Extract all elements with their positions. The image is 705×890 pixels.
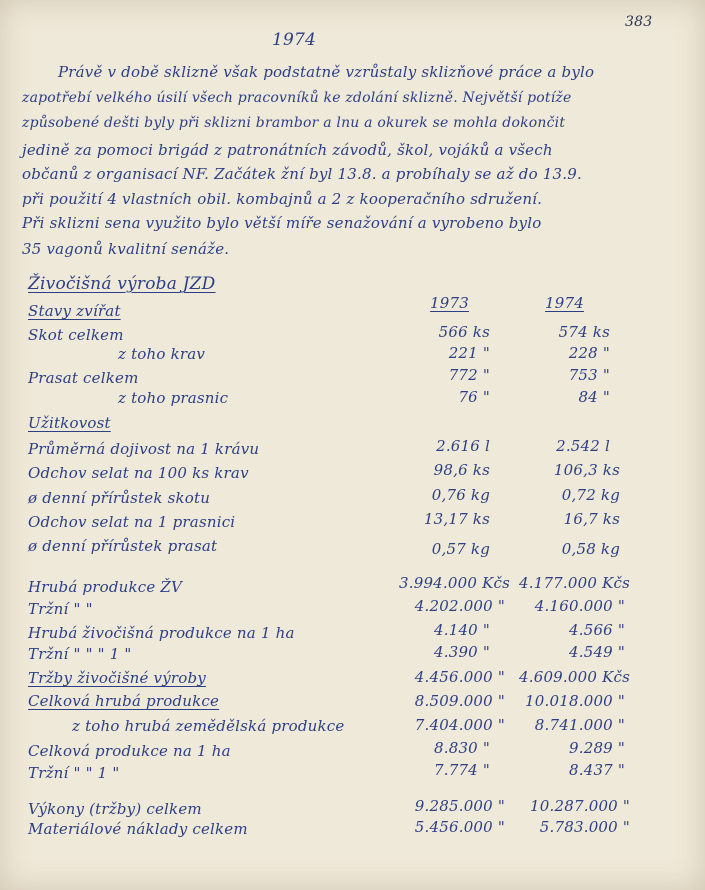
row-label: Tržní " " [28, 600, 93, 618]
value-1973: 7.404.000 " [414, 716, 505, 734]
value-1974: 9.289 " [568, 739, 625, 757]
row-label: Výkony (tržby) celkem [28, 800, 202, 818]
value-1973: 8.509.000 " [414, 692, 505, 710]
value-1974: 8.741.000 " [534, 716, 625, 734]
value-1973: 4.456.000 " [414, 668, 505, 686]
value-1974: 4.549 " [568, 643, 625, 661]
value-1973: 566 ks [438, 323, 490, 341]
subheading-uzitkovost: Užitkovost [28, 414, 111, 432]
paragraph-line: zapotřebí velkého úsilí všech pracovníků ke zdolání sklizně. Největší potíže [22, 90, 572, 106]
paragraph-line: Při sklizni sena využito bylo větší míře senažování a vyrobeno bylo [22, 214, 542, 232]
row-label: Průměrná dojivost na 1 krávu [28, 440, 260, 458]
value-1974: 753 " [568, 366, 610, 384]
row-label: Hrubá živočišná produkce na 1 ha [28, 624, 295, 642]
value-1974: 4.177.000 Kčs [518, 574, 630, 592]
value-1973: 0,76 kg [431, 486, 490, 504]
row-label: Skot celkem [28, 326, 124, 344]
value-1973: 4.140 " [433, 621, 490, 639]
value-1974: 228 " [568, 344, 610, 362]
row-label: ø denní přírůstek prasat [28, 537, 218, 555]
row-label: Odchov selat na 100 ks krav [28, 464, 249, 482]
value-1973: 9.285.000 " [414, 797, 505, 815]
value-1973: 221 " [448, 344, 490, 362]
paragraph-line: jedině za pomoci brigád z patronátních závodů, škol, vojáků a všech [22, 141, 553, 159]
row-label: Tržby živočišné výroby [28, 669, 206, 687]
row-label: ø denní přírůstek skotu [28, 489, 211, 507]
column-header-1974: 1974 [545, 294, 584, 312]
value-1973: 4.390 " [433, 643, 490, 661]
value-1974: 16,7 ks [563, 510, 620, 528]
year-title: 1974 [272, 30, 317, 50]
row-label: Celková produkce na 1 ha [28, 742, 231, 760]
value-1973: 4.202.000 " [414, 597, 505, 615]
value-1973: 2.616 l [436, 437, 490, 455]
row-label: Prasat celkem [28, 369, 139, 387]
section-heading: Živočišná výroba JZD [28, 274, 216, 294]
value-1974: 4.609.000 Kčs [518, 668, 630, 686]
value-1973: 98,6 ks [433, 461, 490, 479]
row-label: Odchov selat na 1 prasnici [28, 513, 236, 531]
row-label: z toho prasnic [118, 389, 229, 407]
value-1973: 0,57 kg [431, 540, 490, 558]
value-1974: 0,58 kg [561, 540, 620, 558]
value-1973: 76 " [458, 388, 490, 406]
value-1974: 4.160.000 " [534, 597, 625, 615]
value-1974: 5.783.000 " [539, 818, 630, 836]
page-number: 383 [625, 14, 653, 30]
subheading-stavy: Stavy zvířat [28, 302, 121, 320]
value-1974: 10.018.000 " [525, 692, 625, 710]
row-label: Hrubá produkce ŽV [28, 578, 183, 596]
value-1974: 0,72 kg [561, 486, 620, 504]
row-label: Tržní " " " 1 " [28, 645, 132, 663]
row-label: Materiálové náklady celkem [28, 820, 248, 838]
paragraph-line: 35 vagonů kvalitní senáže. [22, 240, 230, 258]
value-1973: 3.994.000 Kčs [398, 574, 510, 592]
paragraph-line: občanů z organisací NF. Začátek žní byl 13.8. a probíhaly se až do 13.9. [22, 165, 582, 183]
value-1973: 13,17 ks [423, 510, 490, 528]
value-1973: 5.456.000 " [414, 818, 505, 836]
paragraph-line: při použití 4 vlastních obil. kombajnů a 2 z kooperačního sdružení. [22, 190, 543, 208]
row-label: z toho hrubá zemědělská produkce [72, 717, 345, 735]
value-1974: 106,3 ks [553, 461, 620, 479]
value-1973: 772 " [448, 366, 490, 384]
value-1973: 8.830 " [433, 739, 490, 757]
column-header-1973: 1973 [430, 294, 469, 312]
paragraph-line: způsobené dešti byly při sklizni brambor a lnu a okurek se mohla dokončit [22, 115, 566, 131]
value-1974: 4.566 " [568, 621, 625, 639]
value-1974: 8.437 " [568, 761, 625, 779]
value-1974: 2.542 l [556, 437, 610, 455]
row-label: z toho krav [118, 345, 206, 363]
paragraph-line: Právě v době sklizně však podstatně vzrůstaly sklizňové práce a bylo [58, 63, 595, 81]
row-label: Celková hrubá produkce [28, 692, 220, 710]
row-label: Tržní " " 1 " [28, 764, 120, 782]
value-1973: 7.774 " [433, 761, 490, 779]
value-1974: 574 ks [558, 323, 610, 341]
value-1974: 84 " [578, 388, 610, 406]
value-1974: 10.287.000 " [530, 797, 630, 815]
